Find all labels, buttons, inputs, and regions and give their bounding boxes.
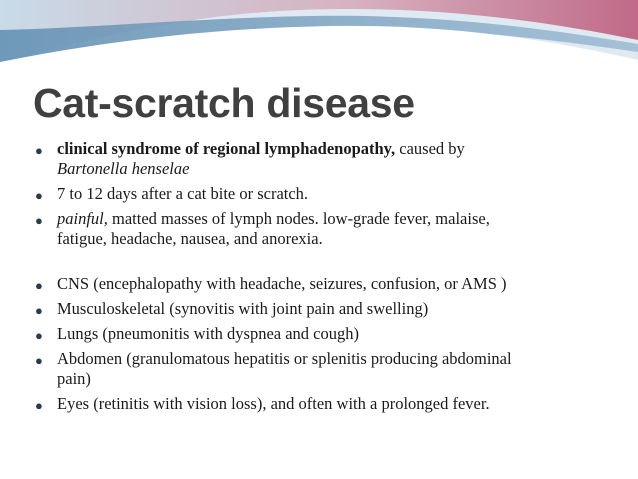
bullet-text-line2: fatigue, headache, nausea, and anorexia. bbox=[57, 229, 323, 248]
list-item bbox=[33, 274, 613, 294]
slide-title: Cat-scratch disease bbox=[33, 80, 415, 126]
list-item bbox=[33, 139, 613, 179]
bullet-text: matted masses of lymph nodes. low-grade fever, malaise, bbox=[107, 209, 490, 228]
list-item bbox=[33, 349, 613, 389]
list-item bbox=[33, 184, 613, 204]
bullet-text: Abdomen (granulomatous hepatitis or splenitis producing abdominal bbox=[57, 349, 512, 368]
filled-circle-icon: ● bbox=[35, 328, 43, 343]
list-item bbox=[33, 324, 613, 344]
bullet-text: CNS (encephalopathy with headache, seizures, confusion, or AMS ) bbox=[57, 274, 507, 293]
filled-circle-icon: ● bbox=[35, 398, 43, 413]
bullet-italic-text: painful, bbox=[57, 209, 108, 228]
bullet-text: Eyes (retinitis with vision loss), and often with a prolonged fever. bbox=[57, 394, 490, 413]
filled-circle-icon: ● bbox=[35, 143, 43, 158]
list-item bbox=[33, 299, 613, 319]
bullet-list bbox=[33, 139, 613, 419]
bullet-text: Lungs (pneumonitis with dyspnea and cough) bbox=[57, 324, 359, 343]
bullet-text: 7 to 12 days after a cat bite or scratch. bbox=[57, 184, 309, 203]
decorative-wave-banner bbox=[0, 0, 638, 78]
filled-circle-icon: ● bbox=[35, 213, 43, 228]
bullet-text-line2: pain) bbox=[57, 369, 91, 388]
filled-circle-icon: ● bbox=[35, 303, 43, 318]
list-item bbox=[33, 394, 613, 414]
filled-circle-icon: ● bbox=[35, 278, 43, 293]
list-item bbox=[33, 209, 613, 249]
bullet-text: caused by bbox=[395, 139, 465, 158]
bullet-italic-text: Bartonella henselae bbox=[57, 159, 190, 178]
bullet-text: Musculoskeletal (synovitis with joint pain and swelling) bbox=[57, 299, 429, 318]
filled-circle-icon: ● bbox=[35, 188, 43, 203]
bullet-bold-text: clinical syndrome of regional lymphadenopathy, bbox=[57, 139, 396, 158]
filled-circle-icon: ● bbox=[35, 353, 43, 368]
